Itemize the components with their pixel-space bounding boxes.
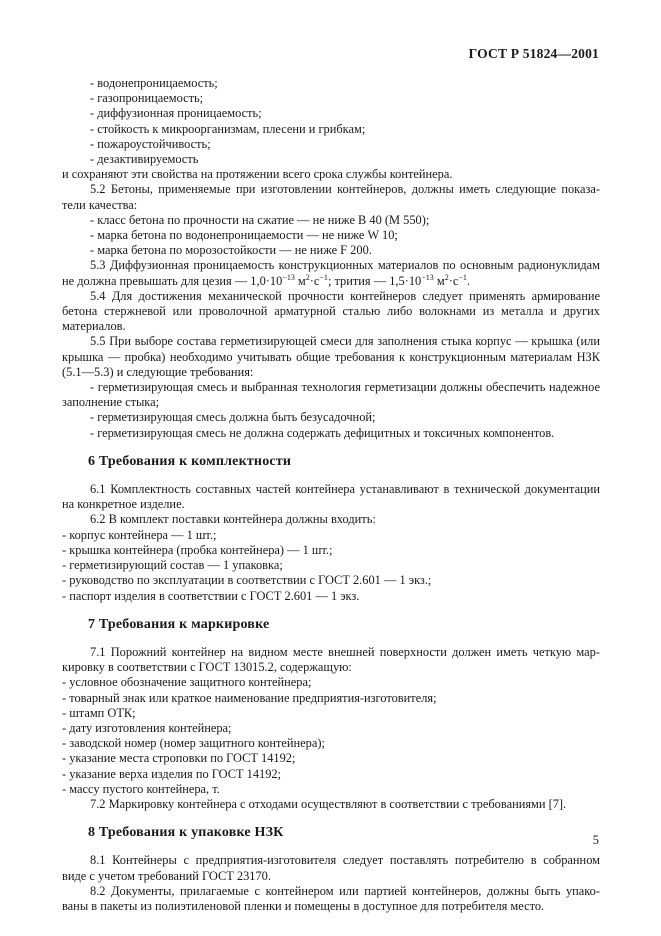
list-item: - условное обозначение защитного контейнера;	[62, 675, 312, 690]
paragraph-line: тели качества:	[62, 197, 138, 212]
list-item: - корпус контейнера — 1 шт.;	[62, 527, 217, 542]
list-item-continuation: заполнение стыка;	[62, 395, 160, 410]
paragraph-5-5: 5.5 При выборе состава герметизирующей смеси для заполнения стыка корпус — крышка (или	[90, 334, 600, 349]
paragraph-8-2: 8.2 Документы, прилагаемые с контейнером или партией контейнеров, должны быть упако-	[90, 883, 600, 898]
paragraph-5-4: 5.4 Для достижения механической прочности контейнеров следует применять армирование	[90, 288, 600, 303]
list-item: - марка бетона по морозостойкости — не ниже F 200.	[90, 243, 372, 258]
list-item: - массу пустого контейнера, т.	[62, 781, 220, 796]
paragraph-line-formula: не должна превышать для цезия — $1,0\cdot 10^{-13}$ $м^2\cdot с^{-1}$; трития — $1,5\cdot 10^{-13}$ $м^2\cdot с^{-1}$.	[62, 272, 470, 288]
list-item: - товарный знак или краткое наименование предприятия-изготовителя;	[62, 690, 437, 705]
paragraph-line: бетона стержневой или проволочной арматурной сталью либо волокнами из металла и других	[62, 304, 600, 319]
list-item: - класс бетона по прочности на сжатие — не ниже В 40 (М 550);	[90, 212, 430, 227]
list-item: - дезактивируемость	[90, 152, 199, 167]
list-item: - герметизирующая смесь должна быть безусадочной;	[90, 410, 376, 425]
list-item: - герметизирующая смесь не должна содержать дефицитных и токсичных компонентов.	[90, 425, 555, 440]
paragraph-6-1: 6.1 Комплектность составных частей контейнера устанавливают в технической документации	[90, 482, 600, 497]
section-7-heading: 7 Требования к маркировке	[88, 616, 270, 632]
page-body	[62, 76, 600, 914]
list-item: - герметизирующая смесь и выбранная технология герметизации должны обеспечить надежное	[90, 380, 600, 395]
section-8-heading: 8 Требования к упаковке НЗК	[88, 825, 284, 841]
paragraph-7-2: 7.2 Маркировку контейнера с отходами осуществляют в соответствии с требованиями [7].	[90, 796, 567, 811]
list-item: - штамп ОТК;	[62, 705, 136, 720]
paragraph-line: материалов.	[62, 319, 126, 334]
list-item: - пожароустойчивость;	[90, 136, 211, 151]
paragraph-6-2: 6.2 В комплект поставки контейнера должны входить:	[90, 512, 376, 527]
paragraph-8-1: 8.1 Контейнеры с предприятия-изготовителя следует поставлять потребителю в собранном	[90, 853, 600, 868]
list-item: - герметизирующий состав — 1 упаковка;	[62, 558, 283, 573]
list-item: - диффузионная проницаемость;	[90, 106, 262, 121]
document-header: ГОСТ Р 51824—2001	[468, 46, 599, 61]
section-6-heading: 6 Требования к комплектности	[88, 453, 292, 469]
paragraph-line: кировку в соответствии с ГОСТ 13015.2, содержащую:	[62, 660, 352, 675]
list-item: - газопроницаемость;	[90, 91, 204, 106]
list-item: - марка бетона по водонепроницаемости — не ниже W 10;	[90, 228, 398, 243]
paragraph-line: на конкретное изделие.	[62, 497, 185, 512]
list-item: - водонепроницаемость;	[90, 76, 218, 90]
list-item: - указание верха изделия по ГОСТ 14192;	[62, 766, 282, 781]
list-item: - стойкость к микроорганизмам, плесени и грибкам;	[90, 121, 366, 136]
paragraph-line: крышка — пробка) необходимо учитывать общие требования к конструкционным материалам НЗК	[62, 349, 600, 364]
paragraph-7-1: 7.1 Порожний контейнер на видном месте внешней поверхности должен иметь четкую мар-	[90, 644, 600, 659]
list-item: - крышка контейнера (пробка контейнера) — 1 шт.;	[62, 542, 333, 557]
page-number: 5	[592, 833, 599, 847]
paragraph-line: (5.1—5.3) и следующие требования:	[62, 364, 254, 379]
list-item: - паспорт изделия в соответствии с ГОСТ 2.601 — 1 экз.	[62, 588, 360, 603]
list-item: - дату изготовления контейнера;	[62, 720, 232, 735]
paragraph-5-2: 5.2 Бетоны, применяемые при изготовлении контейнеров, должны иметь следующие показа-	[90, 182, 600, 197]
list-item: - указание места строповки по ГОСТ 14192;	[62, 751, 296, 766]
paragraph-line: ваны в пакеты из полиэтиленовой пленки и помещены в доступное для потребителя место.	[62, 898, 545, 913]
paragraph-5-3: 5.3 Диффузионная проницаемость конструкционных материалов по основным радионуклидам	[90, 258, 600, 273]
paragraph-line: и сохраняют эти свойства на протяжении всего срока службы контейнера.	[62, 167, 453, 182]
list-item: - заводской номер (номер защитного контейнера);	[62, 736, 325, 751]
paragraph-line: виде с учетом требований ГОСТ 23170.	[62, 868, 271, 883]
list-item: - руководство по эксплуатации в соответствии с ГОСТ 2.601 — 1 экз.;	[62, 573, 432, 588]
